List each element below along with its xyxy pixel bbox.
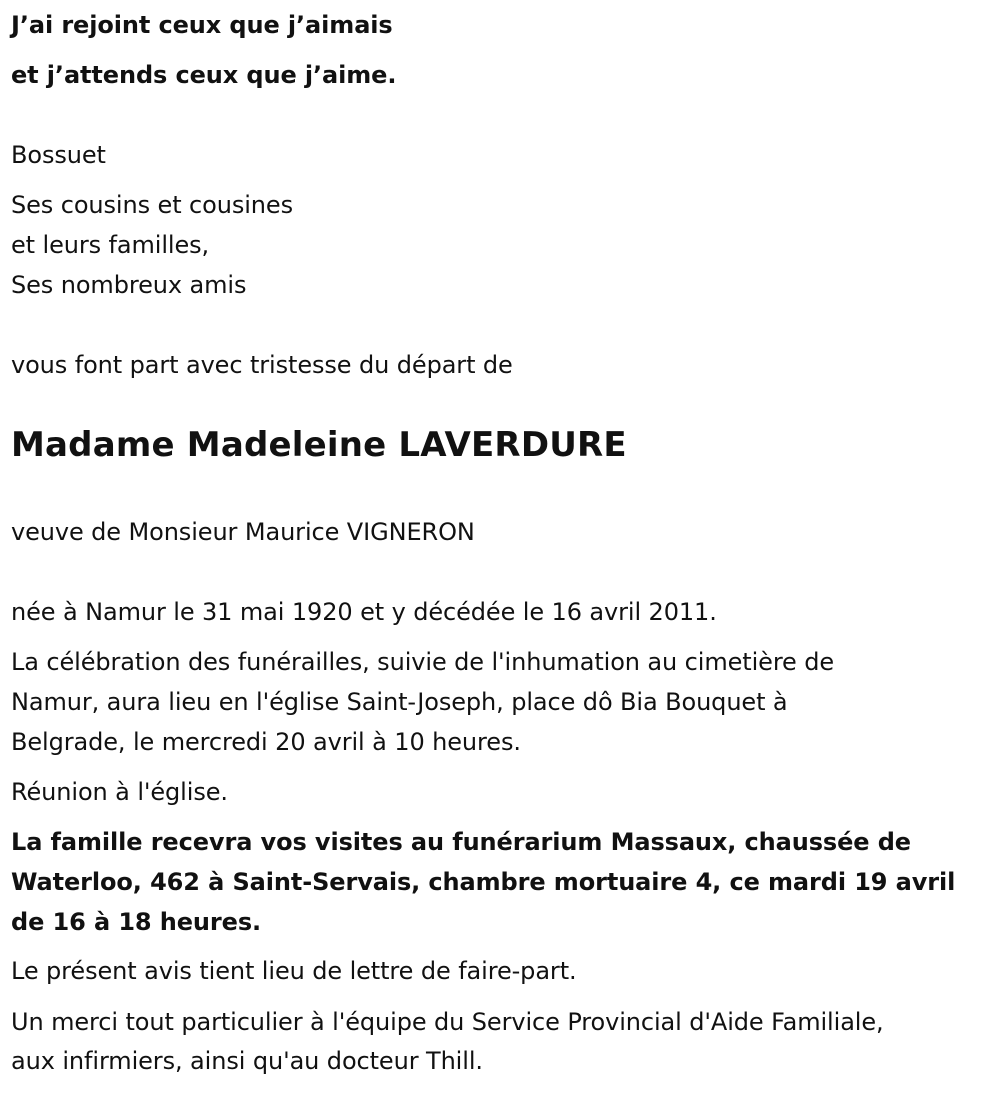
epitaph-line-1: J’ai rejoint ceux que j’aimais xyxy=(11,11,393,39)
announcement-text: vous font part avec tristesse du départ de xyxy=(11,351,513,379)
visits-line-1: La famille recevra vos visites au funérarium Massaux, chaussée de xyxy=(11,828,911,856)
family-line-2: et leurs familles, xyxy=(11,231,210,259)
family-line-3: Ses nombreux amis xyxy=(11,271,247,299)
visits-line-2: Waterloo, 462 à Saint-Servais, chambre mortuaire 4, ce mardi 19 avril xyxy=(11,868,956,896)
thanks-line-2: aux infirmiers, ainsi qu'au docteur Thill. xyxy=(11,1047,483,1075)
ceremony-line-3: Belgrade, le mercredi 20 avril à 10 heures. xyxy=(11,728,521,756)
family-line-1: Ses cousins et cousines xyxy=(11,191,293,219)
birth-death-text: née à Namur le 31 mai 1920 et y décédée le 16 avril 2011. xyxy=(11,598,717,626)
ceremony-line-2: Namur, aura lieu en l'église Saint-Joseph, place dô Bia Bouquet à xyxy=(11,688,788,716)
ceremony-line-1: La célébration des funérailles, suivie de l'inhumation au cimetière de xyxy=(11,648,835,676)
notice-text: Le présent avis tient lieu de lettre de faire-part. xyxy=(11,957,577,985)
epitaph-attribution: Bossuet xyxy=(11,141,106,169)
meeting-text: Réunion à l'église. xyxy=(11,778,228,806)
deceased-name: Madame Madeleine LAVERDURE xyxy=(11,425,627,465)
epitaph-line-2: et j’attends ceux que j’aime. xyxy=(11,61,397,89)
visits-line-3: de 16 à 18 heures. xyxy=(11,908,262,936)
widow-of-text: veuve de Monsieur Maurice VIGNERON xyxy=(11,518,475,546)
thanks-line-1: Un merci tout particulier à l'équipe du Service Provincial d'Aide Familiale, xyxy=(11,1008,884,1036)
